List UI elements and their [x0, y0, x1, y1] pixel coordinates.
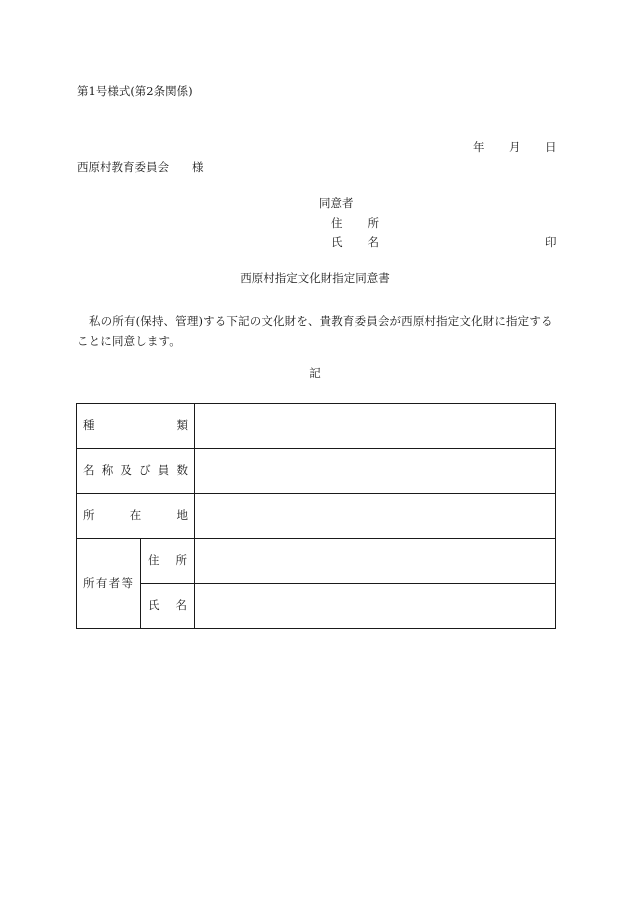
consenter-address-label	[331, 218, 379, 230]
char: 氏	[148, 598, 160, 613]
form-number: 第1号様式(第2条関係)	[77, 84, 193, 98]
char: 数	[176, 463, 188, 478]
char: 種	[83, 418, 95, 433]
char: 住	[331, 216, 343, 230]
table-row-name-count	[77, 449, 556, 494]
owner-name-value-cell[interactable]	[195, 584, 556, 629]
char: 類	[176, 418, 188, 433]
table-row-owner-address	[77, 539, 556, 584]
char: 称	[101, 463, 114, 478]
char: 員	[157, 463, 170, 478]
table-row-location	[77, 494, 556, 539]
owner-label-cell	[77, 539, 141, 629]
kind-value-cell[interactable]	[195, 404, 556, 449]
char: 地	[176, 508, 188, 523]
char: 所	[83, 575, 95, 590]
char: 名	[175, 598, 187, 613]
char: 名	[367, 235, 379, 249]
owner-name-label-cell	[141, 584, 195, 629]
owner-address-value-cell[interactable]	[195, 539, 556, 584]
date-day-label: 日	[545, 140, 557, 154]
ki-heading: 記	[309, 366, 321, 380]
table-row-kind	[77, 404, 556, 449]
kind-label-cell	[77, 404, 195, 449]
document-title: 西原村指定文化財指定同意書	[240, 271, 390, 285]
char: 有	[95, 575, 108, 590]
char: 住	[148, 553, 160, 568]
name-count-value-cell[interactable]	[195, 449, 556, 494]
name-count-label-cell	[77, 449, 195, 494]
char: び	[139, 463, 151, 478]
char: 所	[175, 553, 187, 568]
seal-mark: 印	[545, 235, 557, 249]
location-value-cell[interactable]	[195, 494, 556, 539]
date-month-label: 月	[509, 140, 521, 154]
location-label-cell	[77, 494, 195, 539]
char: 及	[120, 463, 132, 478]
consenter-label: 同意者	[319, 196, 354, 210]
body-text: 私の所有(保持、管理)する下記の文化財を、貴教育委員会が西原村指定文化財に指定することに同意します。	[77, 314, 553, 348]
addressee: 西原村教育委員会 様	[77, 160, 204, 174]
char: 在	[129, 508, 142, 523]
char: 名	[83, 463, 95, 478]
date-year-label: 年	[473, 140, 485, 154]
table-row-owner-name	[77, 584, 556, 629]
char: 氏	[331, 235, 343, 249]
char: 所	[83, 508, 95, 523]
owner-address-label-cell	[141, 539, 195, 584]
detail-table	[76, 403, 556, 629]
char: 等	[121, 575, 133, 590]
consenter-name-label	[331, 237, 379, 249]
char: 者	[108, 575, 121, 590]
char: 所	[367, 216, 379, 230]
